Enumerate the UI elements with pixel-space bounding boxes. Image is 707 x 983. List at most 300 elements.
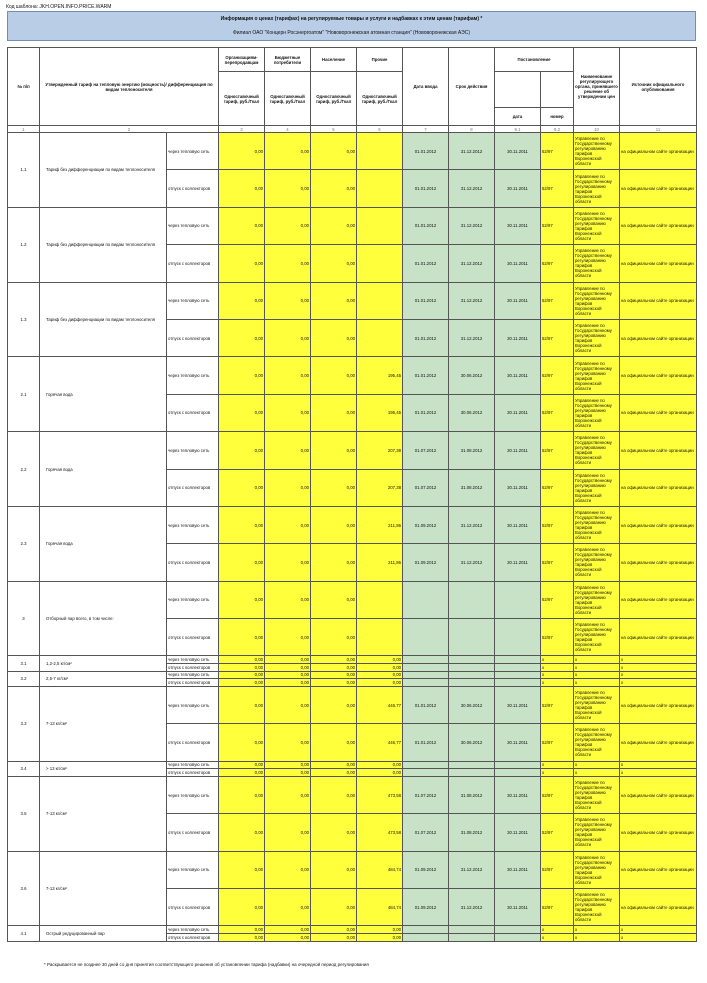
date-in: 01.09.2012 [403,888,449,925]
decree-number: 52/97 [541,432,574,469]
pop-rate: 0,00 [311,170,357,207]
other-rate [357,245,403,282]
budget-rate: 0,00 [265,664,311,672]
org-rate: 0,00 [219,357,265,394]
budget-rate: 0,00 [265,357,311,394]
term: 31.12.2012 [449,282,495,319]
pop-rate: 0,00 [311,207,357,244]
decree-date: 30.11.2011 [495,686,541,723]
budget-rate: 0,00 [265,933,311,941]
publication-source: x [620,769,697,777]
decree-date: 30.11.2011 [495,133,541,170]
date-in: 01.07.2012 [403,469,449,506]
row-number: 3.3 [8,686,40,761]
pop-rate: 0,00 [311,724,357,761]
rate-header: Одноставочный тариф, руб./Гкал [219,72,265,126]
authority: x [574,664,620,672]
other-rate [357,133,403,170]
decree-number: 52/97 [541,776,574,813]
publication-source: на официальном сайте организации [620,394,697,431]
row-number: 2.3 [8,506,40,581]
decree-number: 52/97 [541,133,574,170]
row-number: 2.2 [8,432,40,507]
budget-rate: 0,00 [265,544,311,581]
budget-rate: 0,00 [265,761,311,769]
date-in: 01.01.2012 [403,133,449,170]
authority: x [574,679,620,687]
other-rate: 0,00 [357,761,403,769]
org-rate: 0,00 [219,664,265,672]
other-rate: 0,00 [357,933,403,941]
other-rate: 473,58 [357,814,403,851]
colnum: 4 [265,126,311,133]
decree-date [495,664,541,672]
decree-date: 30.11.2011 [495,170,541,207]
rate-header: Одноставочный тариф, руб./Гкал [265,72,311,126]
date-in: 01.09.2012 [403,851,449,888]
row-number: 3.2 [8,671,40,686]
pop-rate: 0,00 [311,432,357,469]
authority: Управление по Государственному регулированию тарифов Воронежской области [574,170,620,207]
budget-rate: 0,00 [265,769,311,777]
publication-source: x [620,926,697,934]
budget-rate: 0,00 [265,394,311,431]
authority: Управление по Государственному регулированию тарифов Воронежской области [574,619,620,656]
publication-source: на официальном сайте организации [620,133,697,170]
date-in [403,581,449,618]
term: 30.06.2012 [449,724,495,761]
decree-date [495,926,541,934]
pop-rate: 0,00 [311,664,357,672]
budget-rate: 0,00 [265,724,311,761]
decree-number: 52/97 [541,394,574,431]
col-datein-header: Дата ввода [403,48,449,126]
pop-rate: 0,00 [311,357,357,394]
col-pop-header: Население [311,48,357,72]
pop-rate: 0,00 [311,319,357,356]
date-in: 01.07.2012 [403,814,449,851]
budget-rate: 0,00 [265,581,311,618]
authority: Управление по Государственному регулированию тарифов Воронежской области [574,469,620,506]
col-decree-header: Постановление [495,48,574,72]
date-in: 01.01.2012 [403,319,449,356]
pop-rate: 0,00 [311,544,357,581]
other-rate [357,207,403,244]
row-title: > 13 кг/см² [40,761,167,776]
org-rate: 0,00 [219,888,265,925]
table-row [8,776,697,813]
colnum: 9.1 [495,126,541,133]
org-rate: 0,00 [219,933,265,941]
date-in [403,761,449,769]
col-authority-header: Наименование регулирующего органа, принявшего решение об утверждении цен [574,48,620,126]
decree-date [495,671,541,679]
date-in [403,656,449,664]
table-row [8,432,697,469]
distribution-type: через тепловую сеть [167,686,219,723]
distribution-type: через тепловую сеть [167,282,219,319]
authority: x [574,761,620,769]
date-in: 01.01.2012 [403,207,449,244]
decree-number: 52/97 [541,851,574,888]
decree-date-header: дата [495,108,541,126]
row-number: 1.2 [8,207,40,282]
distribution-type: через тепловую сеть [167,656,219,664]
date-in: 01.01.2012 [403,724,449,761]
publication-source: на официальном сайте организации [620,207,697,244]
term: 31.12.2012 [449,319,495,356]
date-in: 01.01.2012 [403,245,449,282]
pop-rate: 0,00 [311,581,357,618]
row-number: 3.5 [8,776,40,851]
authority: Управление по Государственному регулированию тарифов Воронежской области [574,394,620,431]
authority: x [574,926,620,934]
decree-number: 52/97 [541,469,574,506]
org-rate: 0,00 [219,851,265,888]
footnote: * Раскрывается не позднее 30 дней со дня принятия соответствующего решения об установлении тарифа (надбавки) на очередной период регулирования [44,962,369,967]
org-rate: 0,00 [219,761,265,769]
date-in [403,769,449,777]
distribution-type: отпуск с коллекторов [167,170,219,207]
publication-source: на официальном сайте организации [620,851,697,888]
pop-rate: 0,00 [311,933,357,941]
tariff-table [7,47,697,942]
other-rate [357,581,403,618]
org-rate: 0,00 [219,724,265,761]
date-in: 01.09.2012 [403,544,449,581]
row-number: 3.1 [8,656,40,671]
decree-number: 52/97 [541,207,574,244]
colnum: 9.2 [541,126,574,133]
decree-date [495,769,541,777]
publication-source: на официальном сайте организации [620,888,697,925]
colnum: 5 [311,126,357,133]
distribution-type: через тепловую сеть [167,851,219,888]
budget-rate: 0,00 [265,851,311,888]
decree-date: 30.11.2011 [495,851,541,888]
publication-source: x [620,761,697,769]
decree-number: x [541,761,574,769]
date-in [403,664,449,672]
pop-rate: 0,00 [311,814,357,851]
decree-number: x [541,933,574,941]
row-title: Тариф без дифференциации по видам теплоносителя [40,282,167,357]
decree-number: 52/97 [541,686,574,723]
publication-source: на официальном сайте организации [620,357,697,394]
publication-source: на официальном сайте организации [620,581,697,618]
table-row [8,926,697,934]
distribution-type: через тепловую сеть [167,506,219,543]
row-title: Тариф без дифференциации по видам теплоносителя [40,133,167,208]
authority: Управление по Государственному регулированию тарифов Воронежской области [574,888,620,925]
budget-rate: 0,00 [265,814,311,851]
term [449,933,495,941]
term: 31.08.2012 [449,776,495,813]
row-title: Отборный пар всего, в том числе: [40,581,167,656]
budget-rate: 0,00 [265,679,311,687]
col-other-header: Прочие [357,48,403,72]
other-rate: 0,00 [357,769,403,777]
date-in: 01.07.2012 [403,776,449,813]
decree-number: 52/97 [541,581,574,618]
date-in [403,619,449,656]
decree-number: 52/97 [541,282,574,319]
publication-source: на официальном сайте организации [620,432,697,469]
org-rate: 0,00 [219,814,265,851]
distribution-type: через тепловую сеть [167,581,219,618]
org-rate: 0,00 [219,133,265,170]
term: 31.08.2012 [449,814,495,851]
distribution-type: через тепловую сеть [167,133,219,170]
authority: x [574,671,620,679]
publication-source: на официальном сайте организации [620,469,697,506]
row-title: Горячая вода [40,432,167,507]
decree-date [495,619,541,656]
table-row [8,282,697,319]
decree-number: 52/97 [541,506,574,543]
pop-rate: 0,00 [311,394,357,431]
table-row [8,656,697,664]
row-number: 2.1 [8,357,40,432]
row-title: 7-13 кг/см² [40,776,167,851]
other-rate: 446,77 [357,686,403,723]
other-rate: 446,77 [357,724,403,761]
row-title: Горячая вода [40,357,167,432]
decree-date: 30.11.2011 [495,245,541,282]
budget-rate: 0,00 [265,888,311,925]
publication-source: на официальном сайте организации [620,506,697,543]
rate-header: Одноставочный тариф, руб./Гкал [357,72,403,126]
term [449,581,495,618]
authority: Управление по Государственному регулированию тарифов Воронежской области [574,506,620,543]
col-title-header: Утвержденный тариф на тепловую энергию (мощность)/ дифференциация по видам теплоносителя [40,48,219,126]
colnum: 7 [403,126,449,133]
other-rate: 211,86 [357,506,403,543]
date-in [403,671,449,679]
term: 30.06.2012 [449,357,495,394]
decree-number: x [541,926,574,934]
term [449,664,495,672]
budget-rate: 0,00 [265,776,311,813]
other-rate: 0,00 [357,664,403,672]
term [449,619,495,656]
pop-rate: 0,00 [311,679,357,687]
authority: x [574,933,620,941]
pop-rate: 0,00 [311,245,357,282]
date-in [403,933,449,941]
publication-source: на официальном сайте организации [620,544,697,581]
table-row [8,851,697,888]
colnum: 1 [8,126,40,133]
row-title: 7-13 кг/см² [40,686,167,761]
other-rate: 207,38 [357,469,403,506]
publication-source: на официальном сайте организации [620,319,697,356]
budget-rate: 0,00 [265,245,311,282]
org-rate: 0,00 [219,506,265,543]
date-in: 01.01.2012 [403,282,449,319]
distribution-type: отпуск с коллекторов [167,769,219,777]
colnum: 6 [357,126,403,133]
other-rate: 484,74 [357,851,403,888]
table-row [8,581,697,618]
row-number: 3 [8,581,40,656]
decree-number: x [541,671,574,679]
publication-source: x [620,679,697,687]
term [449,769,495,777]
decree-date: 30.11.2011 [495,544,541,581]
table-row [8,506,697,543]
colnum: 11 [620,126,697,133]
publication-source: на официальном сайте организации [620,619,697,656]
distribution-type: отпуск с коллекторов [167,724,219,761]
date-in: 01.09.2012 [403,506,449,543]
decree-spacer [541,72,574,108]
term [449,679,495,687]
org-rate: 0,00 [219,432,265,469]
decree-number: 52/97 [541,724,574,761]
date-in: 01.07.2012 [403,432,449,469]
publication-source: на официальном сайте организации [620,724,697,761]
pop-rate: 0,00 [311,671,357,679]
org-rate: 0,00 [219,319,265,356]
pop-rate: 0,00 [311,506,357,543]
decree-number: 52/97 [541,170,574,207]
rate-header: Одноставочный тариф, руб./Гкал [311,72,357,126]
pop-rate: 0,00 [311,619,357,656]
date-in: 01.01.2012 [403,686,449,723]
budget-rate: 0,00 [265,506,311,543]
distribution-type: отпуск с коллекторов [167,679,219,687]
org-rate: 0,00 [219,619,265,656]
decree-number: 52/97 [541,357,574,394]
table-row [8,133,697,170]
table-row [8,761,697,769]
decree-number: 52/97 [541,814,574,851]
table-row [8,357,697,394]
authority: Управление по Государственному регулированию тарифов Воронежской области [574,814,620,851]
decree-date: 30.11.2011 [495,357,541,394]
authority: Управление по Государственному регулированию тарифов Воронежской области [574,282,620,319]
decree-number: x [541,656,574,664]
col-budget-header: Бюджетные потребители [265,48,311,72]
row-number: 3.4 [8,761,40,776]
term: 31.12.2012 [449,888,495,925]
header-banner [7,11,696,41]
pop-rate: 0,00 [311,686,357,723]
row-title: 1,2-2,5 кг/см² [40,656,167,671]
other-rate: 473,58 [357,776,403,813]
authority: Управление по Государственному регулированию тарифов Воронежской области [574,357,620,394]
date-in [403,926,449,934]
other-rate: 484,74 [357,888,403,925]
decree-number: 52/97 [541,619,574,656]
org-rate: 0,00 [219,282,265,319]
term [449,926,495,934]
authority: Управление по Государственному регулированию тарифов Воронежской области [574,544,620,581]
term: 31.12.2012 [449,170,495,207]
budget-rate: 0,00 [265,671,311,679]
table-row [8,686,697,723]
term: 31.08.2012 [449,469,495,506]
template-code: Код шаблона: JKH.OPEN.INFO.PRICE.WARM [6,4,112,10]
other-rate: 0,00 [357,679,403,687]
other-rate [357,282,403,319]
distribution-type: отпуск с коллекторов [167,394,219,431]
term: 31.12.2012 [449,851,495,888]
authority: Управление по Государственному регулированию тарифов Воронежской области [574,581,620,618]
org-rate: 0,00 [219,170,265,207]
budget-rate: 0,00 [265,686,311,723]
term: 31.12.2012 [449,207,495,244]
decree-date [495,581,541,618]
decree-date: 30.11.2011 [495,776,541,813]
decree-date: 30.11.2011 [495,814,541,851]
budget-rate: 0,00 [265,133,311,170]
row-number: 1.3 [8,282,40,357]
decree-date: 30.11.2011 [495,282,541,319]
term: 31.12.2012 [449,544,495,581]
distribution-type: через тепловую сеть [167,776,219,813]
row-title: Тариф без дифференциации по видам теплоносителя [40,207,167,282]
distribution-type: отпуск с коллекторов [167,933,219,941]
distribution-type: отпуск с коллекторов [167,319,219,356]
row-number: 4.1 [8,926,40,941]
colnum: 10 [574,126,620,133]
pop-rate: 0,00 [311,282,357,319]
org-rate: 0,00 [219,769,265,777]
colnum: 3 [219,126,265,133]
row-title: Острый редуцированный пар [40,926,167,941]
distribution-type: отпуск с коллекторов [167,619,219,656]
decree-number: 52/97 [541,245,574,282]
pop-rate: 0,00 [311,769,357,777]
col-source-header: Источник официального опубликования [620,48,697,126]
colnum: 8 [449,126,495,133]
budget-rate: 0,00 [265,207,311,244]
decree-date: 30.11.2011 [495,724,541,761]
decree-date: 30.11.2011 [495,319,541,356]
distribution-type: отпуск с коллекторов [167,664,219,672]
col-num-header: № п/п [8,48,40,126]
authority: Управление по Государственному регулированию тарифов Воронежской области [574,776,620,813]
date-in: 01.01.2012 [403,394,449,431]
org-rate: 0,00 [219,207,265,244]
authority: Управление по Государственному регулированию тарифов Воронежской области [574,851,620,888]
banner-title: Информация о ценах (тарифах) на регулируемые товары и услуги и надбавках к этим ценам (тарифам) * [220,16,483,22]
row-title: 2,5-7 кг/см² [40,671,167,686]
pop-rate: 0,00 [311,926,357,934]
org-rate: 0,00 [219,581,265,618]
decree-date: 30.11.2011 [495,432,541,469]
publication-source: на официальном сайте организации [620,170,697,207]
authority: Управление по Государственному регулированию тарифов Воронежской области [574,133,620,170]
term [449,656,495,664]
row-title: Горячая вода [40,506,167,581]
org-rate: 0,00 [219,469,265,506]
banner-subtitle: Филиал ОАО "Концерн Росэнергоатом" "Нововоронежская атомная станция" (Нововоронежская АЭС) [232,30,471,36]
date-in: 01.01.2012 [403,357,449,394]
publication-source: на официальном сайте организации [620,245,697,282]
budget-rate: 0,00 [265,432,311,469]
colnum: 2 [40,126,219,133]
pop-rate: 0,00 [311,656,357,664]
row-title: 7-13 кг/см² [40,851,167,926]
decree-date: 30.11.2011 [495,469,541,506]
org-rate: 0,00 [219,776,265,813]
distribution-type: отпуск с коллекторов [167,814,219,851]
budget-rate: 0,00 [265,319,311,356]
term: 30.06.2012 [449,686,495,723]
